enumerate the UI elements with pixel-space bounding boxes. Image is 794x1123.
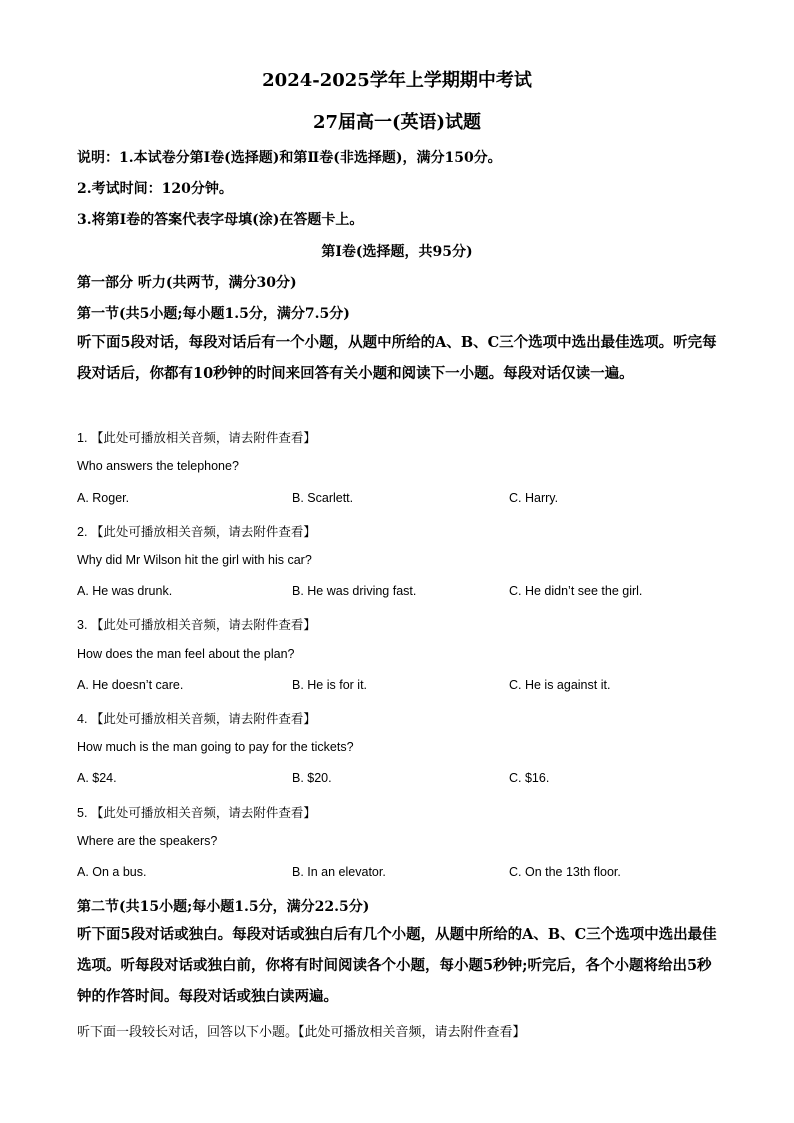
question-5-option-a: A. On a bus.: [77, 865, 147, 879]
instruction-2: 2.考试时间：120分钟。: [77, 181, 233, 197]
question-3-option-c: C. He is against it.: [509, 678, 611, 692]
section1-directions: 听下面5段对话，每段对话后有一个小题，从题中所给的A、B、C三个选项中选出最佳选项。听完每段对话后，你都有10秒钟的时间来回答有关小题和阅读下一小题。每段对话仅读一遍。: [77, 334, 717, 382]
section2-directions: 听下面5段对话或独白。每段对话或独白后有几个小题，从题中所给的A、B、C三个选项中选出最佳选项。听每段对话或独白前，你将有时间阅读各个小题，每小题5秒钟;听完后，各个小题将给出5秒钟的作答时间。每段对话或独白读两遍。: [77, 926, 717, 1005]
instruction-3: 3.将第Ⅰ卷的答案代表字母填(涂)在答题卡上。: [77, 212, 364, 228]
question-4-option-c: C. $16.: [509, 771, 550, 785]
question-1-option-b: B. Scarlett.: [292, 491, 354, 505]
question-5-option-b: B. In an elevator.: [292, 865, 386, 879]
volume-title: 第Ⅰ卷(选择题，共95分): [321, 244, 473, 260]
question-1-label: 1. 【此处可播放相关音频，请去附件查看】: [77, 431, 316, 445]
instruction-1: 说明：1.本试卷分第Ⅰ卷(选择题)和第Ⅱ卷(非选择题)，满分150分。: [77, 150, 502, 166]
question-2-text: Why did Mr Wilson hit the girl with his car?: [77, 553, 312, 567]
question-1-text: Who answers the telephone?: [77, 459, 239, 473]
part1-title: 第一部分 听力(共两节，满分30分): [77, 275, 297, 291]
question-2-label: 2. 【此处可播放相关音频，请去附件查看】: [77, 525, 316, 539]
question-2-option-c: C. He didn’t see the girl.: [509, 584, 643, 598]
question-3-option-a: A. He doesn’t care.: [77, 678, 184, 692]
section1-title: 第一节(共5小题;每小题1.5分，满分7.5分): [77, 306, 350, 322]
question-4-option-b: B. $20.: [292, 771, 332, 785]
question-4-option-a: A. $24.: [77, 771, 117, 785]
question-5-text: Where are the speakers?: [77, 834, 218, 848]
question-5-label: 5. 【此处可播放相关音频，请去附件查看】: [77, 806, 316, 820]
exam-title: 2024-2025学年上学期期中考试: [262, 70, 532, 91]
question-4-label: 4. 【此处可播放相关音频，请去附件查看】: [77, 712, 316, 726]
question-4-text: How much is the man going to pay for the tickets?: [77, 740, 354, 754]
question-1-option-a: A. Roger.: [77, 491, 130, 505]
exam-subtitle: 27届高一(英语)试题: [312, 112, 482, 133]
section2-lead: 听下面一段较长对话，回答以下小题。【此处可播放相关音频，请去附件查看】: [77, 1024, 526, 1039]
question-2-option-b: B. He was driving fast.: [292, 584, 417, 598]
question-3-option-b: B. He is for it.: [292, 678, 368, 692]
question-5-option-c: C. On the 13th floor.: [509, 865, 621, 879]
question-2-option-a: A. He was drunk.: [77, 584, 173, 598]
question-3-label: 3. 【此处可播放相关音频，请去附件查看】: [77, 618, 316, 632]
question-3-text: How does the man feel about the plan?: [77, 647, 295, 661]
section2-title: 第二节(共15小题;每小题1.5分，满分22.5分): [77, 899, 370, 915]
question-1-option-c: C. Harry.: [509, 491, 559, 505]
